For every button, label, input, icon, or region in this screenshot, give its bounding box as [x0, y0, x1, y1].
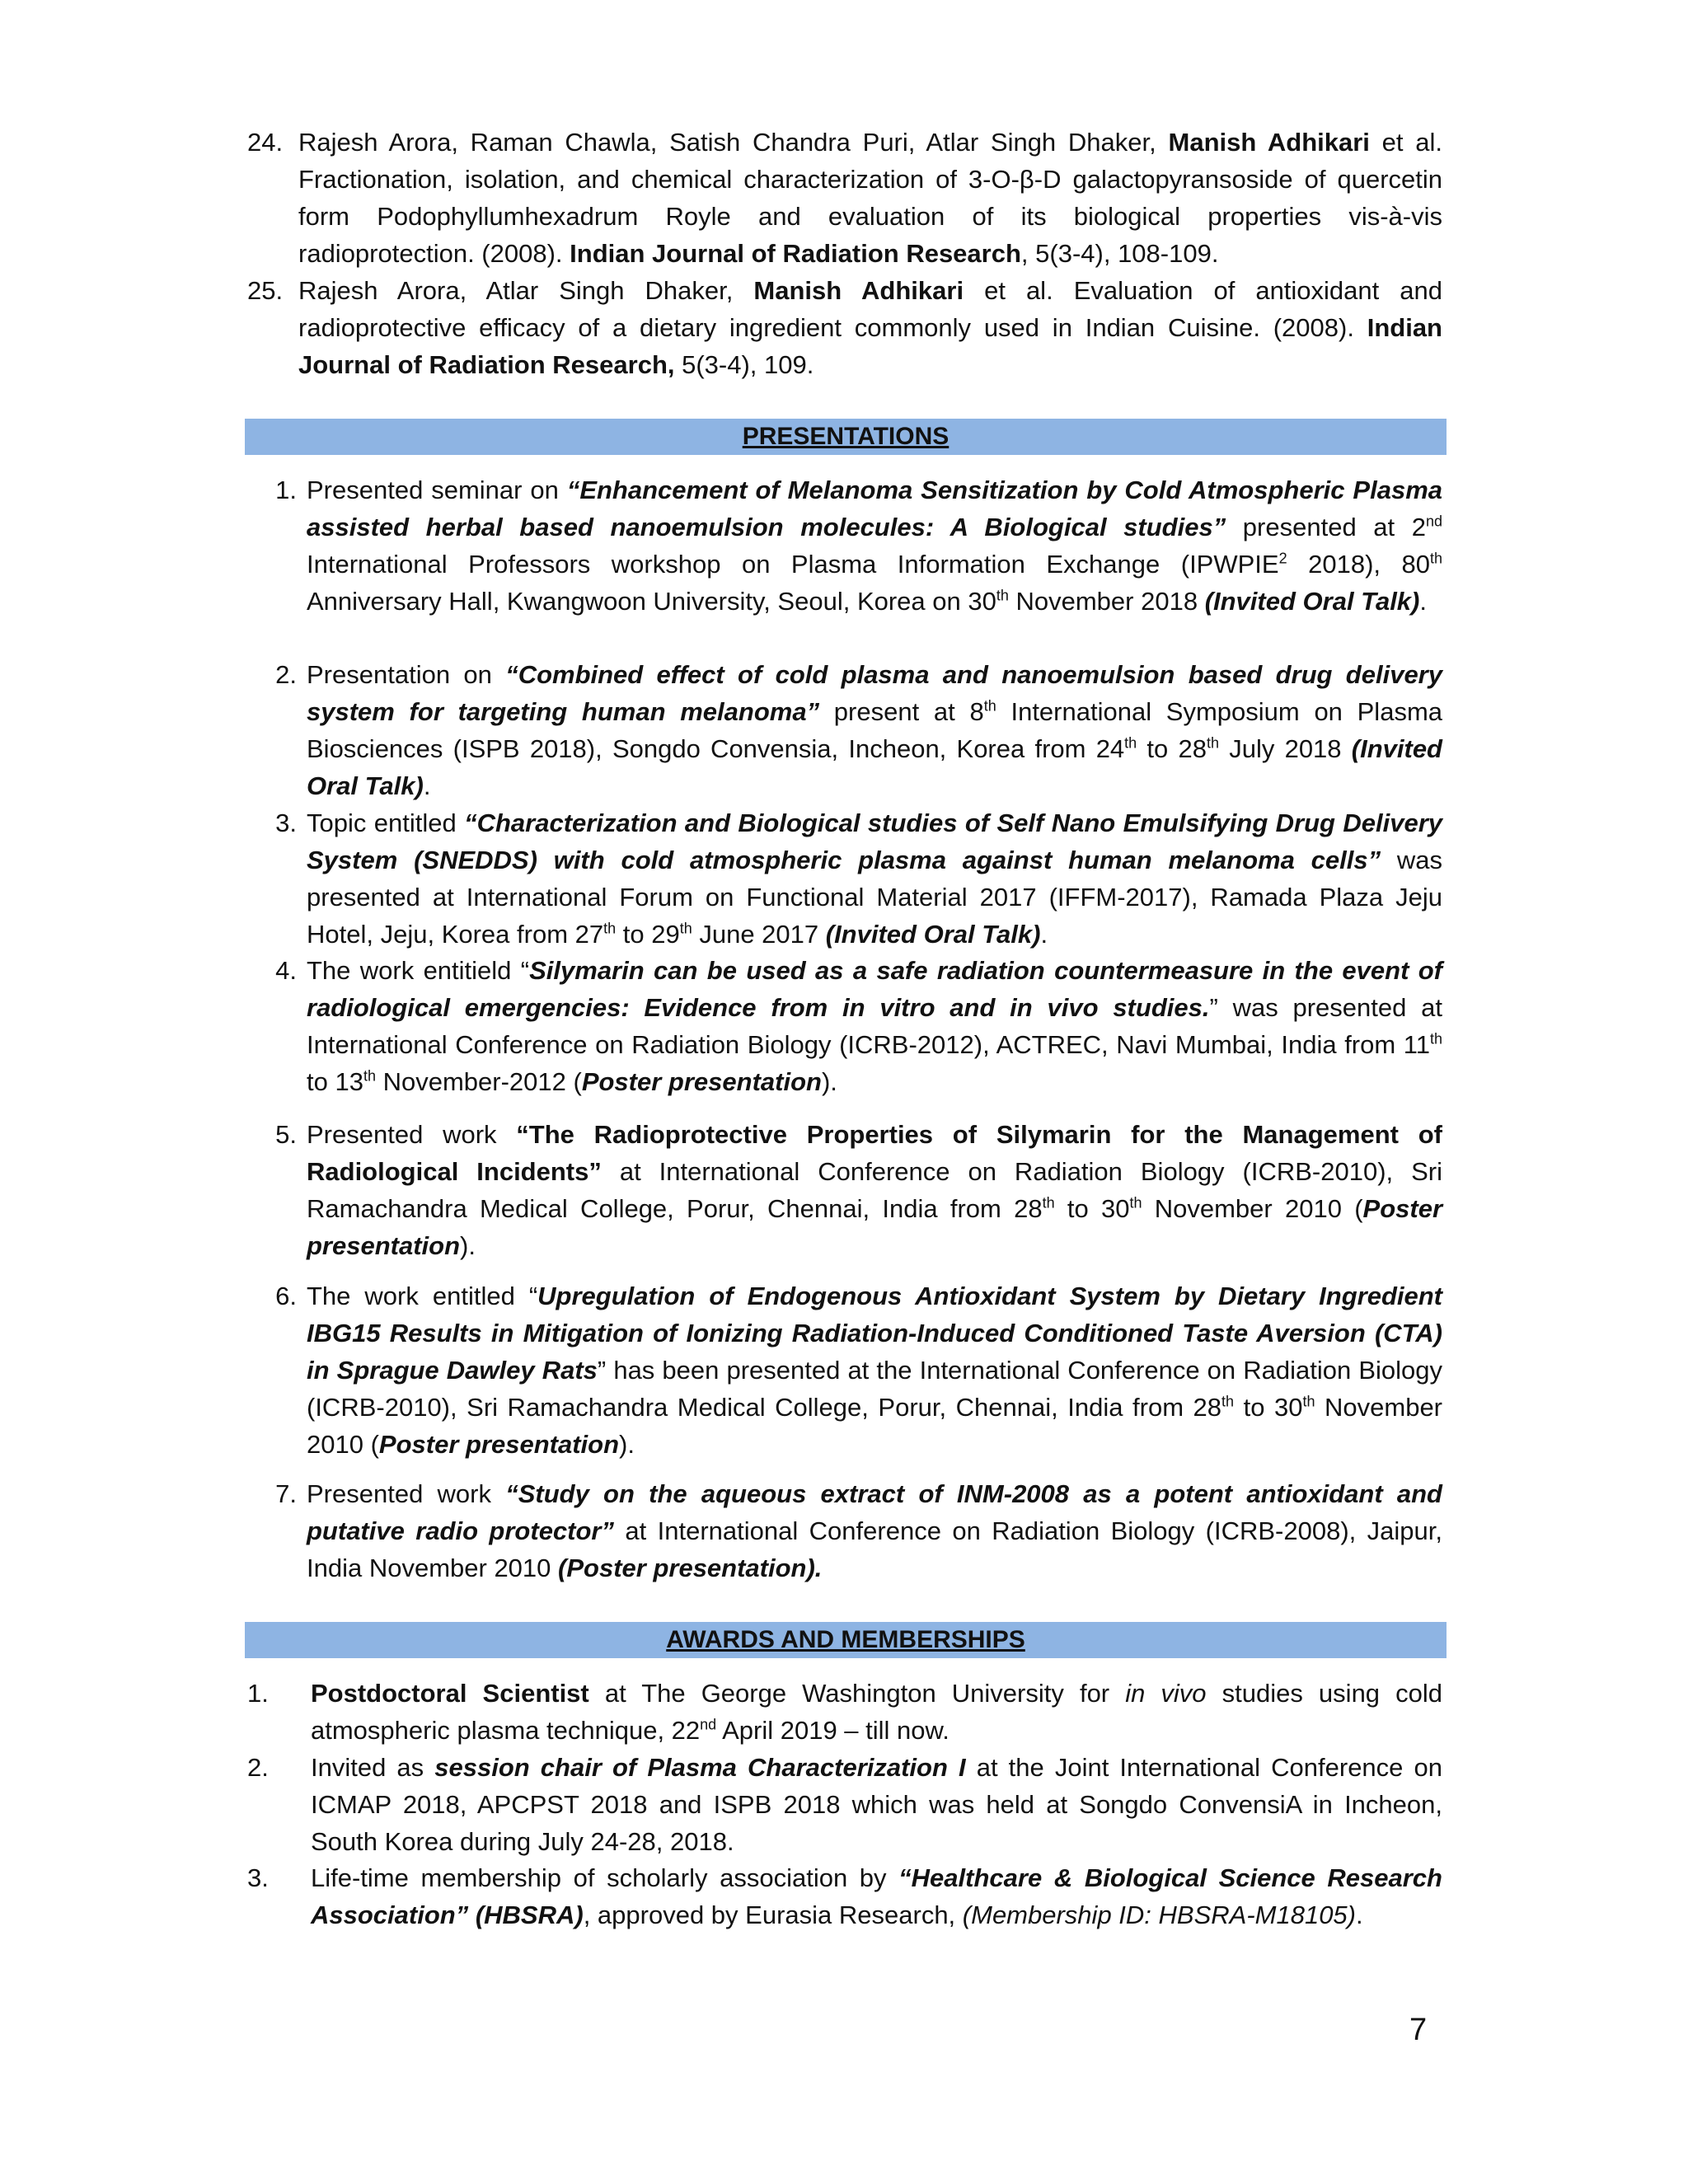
- text-run: .: [1356, 1900, 1363, 1929]
- presentation-title: “Enhancement of Melanoma Sensitization by Cold Atmospheric Plasma assisted herbal based nanoemulsion molecules: A Biological studies”: [307, 476, 1442, 541]
- text-run: 2018), 80: [1287, 550, 1430, 579]
- text-run: Presented seminar on: [307, 476, 567, 504]
- text-run: at International Conference on Radiation Biology (ICRB-2010), Sri Ramachandra Medical College, Porur, Chennai, India from 28: [307, 1157, 1442, 1223]
- presentation-text: [307, 804, 1442, 953]
- presentation-text: [307, 952, 1442, 1100]
- publication-text: [298, 272, 1442, 383]
- superscript: th: [1430, 550, 1443, 567]
- authors: Rajesh Arora, Atlar Singh Dhaker,: [298, 276, 754, 305]
- superscript: th: [996, 587, 1009, 604]
- superscript: nd: [1425, 513, 1442, 530]
- text-run: Presentation on: [307, 660, 506, 689]
- presentation-type: Poster presentation: [378, 1430, 620, 1459]
- item-number: 6.: [275, 1282, 297, 1310]
- text-run: at The George Washington University for: [588, 1679, 1126, 1708]
- text-run: Life-time membership of scholarly association by: [311, 1863, 899, 1892]
- text-run: present at 8: [819, 697, 984, 726]
- text-run: June 2017: [692, 920, 826, 949]
- superscript: th: [983, 697, 996, 715]
- text-run: .: [1419, 587, 1427, 616]
- presentation-type: (Invited Oral Talk): [1204, 587, 1420, 616]
- text-run: Anniversary Hall, Kwangwoon University, Seoul, Korea on 30: [307, 587, 996, 616]
- text-run: in vivo: [1125, 1679, 1207, 1708]
- authors-suffix: et al.: [964, 276, 1053, 305]
- publication-title: Evaluation of antioxidant and radioprotective efficacy of a dietary ingredient commonly used in Indian Cuisine. (2008).: [298, 276, 1442, 342]
- superscript: 2: [1278, 550, 1287, 567]
- text-run: ” was presented at International Conference on Radiation Biology (ICRB-2012), ACTREC, Navi Mumbai, India from 11: [307, 993, 1442, 1059]
- publication-text: [298, 124, 1442, 272]
- item-number: 25.: [247, 276, 284, 305]
- text-run: .: [423, 771, 431, 800]
- text-run: to 29: [616, 920, 680, 949]
- item-number: 2.: [247, 1753, 269, 1782]
- text-run: to 30: [1234, 1393, 1303, 1422]
- text-run: ” has been presented at the International Conference on Radiation Biology (ICRB-2010), Sri Ramachandra Medical College, Porur, Chennai, India from 28: [307, 1356, 1442, 1422]
- presentation-title: Upregulation of Endogenous Antioxidant System by Dietary Ingredient IBG15 Results in Mitigation of Ionizing Radiation-Induced Conditioned Taste Aversion (CTA) in Sprague Dawley Rats: [307, 1282, 1443, 1385]
- presentation-type: (Invited Oral Talk): [825, 920, 1041, 949]
- text-run: Topic entitled: [307, 808, 465, 837]
- presentation-text: [307, 1277, 1442, 1463]
- highlight-author: Manish Adhikari: [753, 276, 964, 305]
- text-run: July 2018: [1219, 734, 1352, 763]
- award-text: [311, 1859, 1442, 1933]
- journal-name: Indian Journal of Radiation Research: [570, 239, 1021, 268]
- text-run: April 2019 – till now.: [716, 1716, 950, 1745]
- citation: 5(3-4), 109.: [674, 350, 814, 379]
- superscript: th: [603, 920, 617, 937]
- presentation-title: “Study on the aqueous extract of INM-2008 as a potent antioxidant and putative radio protector”: [307, 1479, 1442, 1545]
- presentations-section-header: [245, 419, 1447, 455]
- award-title: session chair of Plasma Characterization I: [434, 1753, 966, 1782]
- publication-title: Fractionation, isolation, and chemical characterization of 3-O-β-D galactopyransoside of quercetin form Podophyllumhexadrum Royle and evaluation of its biological properties vis-à-vis radioprotection. (2008).: [298, 165, 1442, 268]
- text-run: , approved by Eurasia Research,: [583, 1900, 963, 1929]
- presentation-title: “The Radioprotective Properties of Silymarin for the Management of Radiological Incidents”: [307, 1120, 1442, 1186]
- text-run: International Professors workshop on Plasma Information Exchange (IPWPIE: [307, 550, 1279, 579]
- journal-name: Indian Journal of Radiation Research,: [298, 313, 1442, 379]
- authors-suffix: et al.: [1369, 128, 1442, 157]
- text-run: The work entitield “: [307, 956, 530, 985]
- award-text: [311, 1749, 1442, 1860]
- text-run: was presented at International Forum on Functional Material 2017 (IFFM-2017), Ramada Plaza Jeju Hotel, Jeju, Korea from 27: [307, 846, 1442, 949]
- text-run: November 2018: [1008, 587, 1205, 616]
- section-title: AWARDS AND MEMBERSHIPS: [666, 1626, 1025, 1653]
- item-number: 3.: [247, 1863, 269, 1892]
- presentation-title: “Combined effect of cold plasma and nanoemulsion based drug delivery system for targeting human melanoma”: [307, 660, 1442, 726]
- text-run: Presented work: [307, 1120, 517, 1149]
- text-run: studies using cold atmospheric plasma technique, 22: [311, 1679, 1442, 1745]
- superscript: th: [679, 920, 692, 937]
- highlight-author: Manish Adhikari: [1168, 128, 1370, 157]
- citation: , 5(3-4), 108-109.: [1020, 239, 1219, 268]
- superscript: th: [1124, 734, 1137, 752]
- text-run: International Symposium on Plasma Biosciences (ISPB 2018), Songdo Convensia, Incheon, Korea from 24: [307, 697, 1443, 763]
- presentation-text: [307, 1116, 1442, 1264]
- award-title: Postdoctoral Scientist: [311, 1679, 589, 1708]
- awards-section-header: [245, 1622, 1447, 1658]
- superscript: th: [1129, 1194, 1142, 1212]
- item-number: 1.: [247, 1679, 269, 1708]
- text-run: Presented work: [307, 1479, 506, 1508]
- membership-id: (Membership ID: HBSRA-M18105): [962, 1900, 1356, 1929]
- page-number: 7: [1409, 2013, 1428, 2047]
- award-title: “Healthcare & Biological Science Research Association” (HBSRA): [311, 1863, 1442, 1929]
- item-number: 2.: [275, 660, 297, 689]
- text-run: November 2010 (: [307, 1393, 1443, 1459]
- text-run: November 2010 (: [1142, 1194, 1363, 1223]
- presentation-type: Poster presentation: [581, 1067, 822, 1096]
- superscript: th: [1042, 1194, 1055, 1212]
- text-run: November-2012 (: [375, 1067, 582, 1096]
- item-number: 4.: [275, 956, 297, 985]
- item-number: 1.: [275, 476, 297, 504]
- presentation-type: (Poster presentation).: [558, 1554, 823, 1582]
- text-run: to 13: [307, 1067, 363, 1096]
- item-number: 7.: [275, 1479, 297, 1508]
- text-run: to 28: [1137, 734, 1207, 763]
- presentation-text: [307, 656, 1442, 804]
- text-run: ).: [619, 1430, 635, 1459]
- text-run: The work entitled “: [307, 1282, 538, 1310]
- text-run: at International Conference on Radiation Biology (ICRB-2008), Jaipur, India November 2010: [307, 1516, 1442, 1582]
- text-run: .: [1040, 920, 1048, 949]
- award-text: [311, 1675, 1442, 1749]
- authors: Rajesh Arora, Raman Chawla, Satish Chandra Puri, Atlar Singh Dhaker,: [298, 128, 1169, 157]
- text-run: at the Joint International Conference on ICMAP 2018, APCPST 2018 and ISPB 2018 which was held at Songdo ConvensiA in Incheon, South Korea during July 24-28, 2018.: [311, 1753, 1442, 1856]
- publication-item: [247, 272, 1442, 387]
- presentation-title: Silymarin can be used as a safe radiation countermeasure in the event of radiological emergencies: Evidence from in vitro and in vivo studies.: [307, 956, 1442, 1022]
- superscript: th: [363, 1067, 376, 1085]
- presentation-title: “Characterization and Biological studies of Self Nano Emulsifying Drug Delivery System (SNEDDS) with cold atmospheric plasma against human melanoma cells”: [307, 808, 1443, 874]
- text-run: Invited as: [311, 1753, 435, 1782]
- superscript: nd: [700, 1716, 717, 1733]
- text-run: ).: [460, 1231, 476, 1260]
- text-run: to 30: [1054, 1194, 1130, 1223]
- superscript: th: [1206, 734, 1219, 752]
- section-title: PRESENTATIONS: [742, 423, 950, 450]
- publication-item: [247, 124, 1442, 272]
- superscript: th: [1302, 1393, 1315, 1410]
- presentation-type: (Invited Oral Talk): [307, 734, 1442, 800]
- presentation-text: [307, 1475, 1442, 1586]
- presentation-type: Poster presentation: [307, 1194, 1443, 1260]
- superscript: th: [1429, 1030, 1442, 1047]
- item-number: 24.: [247, 128, 284, 157]
- presentation-text: [307, 471, 1442, 620]
- item-number: 3.: [275, 808, 297, 837]
- item-number: 5.: [275, 1120, 297, 1149]
- text-run: ).: [821, 1067, 837, 1096]
- superscript: th: [1221, 1393, 1235, 1410]
- text-run: presented at 2: [1226, 513, 1426, 541]
